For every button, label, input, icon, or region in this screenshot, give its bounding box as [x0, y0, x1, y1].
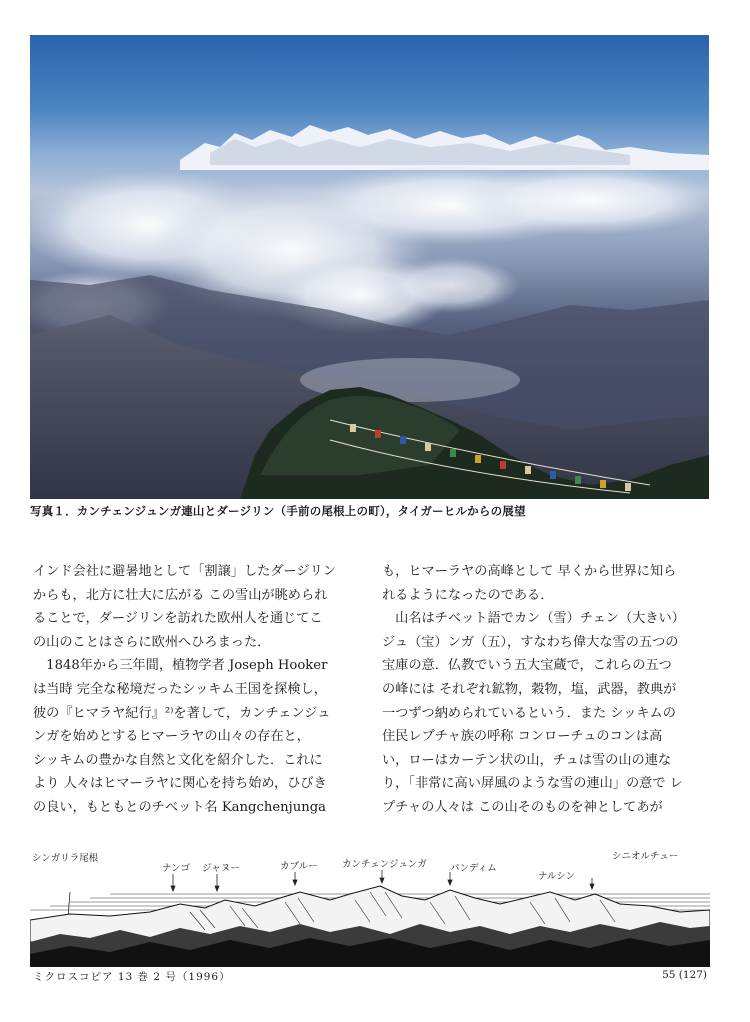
- left-column: [33, 560, 359, 820]
- label-nango: ナンゴ: [162, 863, 191, 874]
- label-narsing: ナルシン: [538, 871, 576, 882]
- text-line: り，「非常に高い屏風のような雪の連山」の意で レ: [382, 776, 683, 792]
- right-column: [382, 560, 708, 820]
- footer-page-number: 55 (127): [662, 969, 707, 981]
- text-line: 彼の『ヒマラヤ紀行』²⁾を著して，カンチェンジュ: [33, 705, 331, 721]
- footer-journal: ミクロスコピア 13 巻 2 号（1996）: [33, 971, 231, 983]
- mountain-panorama-sketch: [30, 842, 710, 967]
- text-line: からも，北方に壮大に広がる この雪山が眺められ: [33, 587, 328, 603]
- photo-caption: 写真１．カンチェンジュンガ連山とダージリン（手前の尾根上の町），タイガーヒルからの展望: [30, 504, 526, 518]
- text-line: 住民レプチャ族の呼称 コンローチュのコンは高: [382, 729, 663, 745]
- text-line: シッキムの豊かな自然と文化を紹介した．これに: [33, 752, 323, 768]
- mountain-photo: [30, 35, 709, 499]
- text-line: インド会社に避暑地として「割譲」したダージリン: [33, 564, 337, 579]
- text-line: の良い，もともとのチベット名 Kangchenjunga: [33, 799, 327, 815]
- text-line: 宝庫の意．仏教でいう五大宝蔵で，これらの五つ: [382, 658, 672, 674]
- text-line: より 人々はヒマーラヤに関心を持ち始め，ひびき: [33, 776, 327, 792]
- sketch-drawing: [30, 842, 710, 967]
- text-line: い，ローはカーテン状の山，チュは雪の山の連な: [382, 752, 672, 768]
- label-janu: ジャヌー: [202, 863, 240, 874]
- text-line: プチャの人々は この山そのものを神としてあが: [382, 799, 663, 815]
- text-line: ンガを始めとするヒマーラヤの山々の存在と，: [33, 729, 310, 745]
- text-line: の山のことはさらに欧州へひろまった．: [33, 634, 271, 650]
- label-kabru: カブルー: [280, 861, 318, 872]
- label-siniolchu: シニオルチュー: [612, 851, 679, 862]
- label-singalila: シンガリラ尾根: [32, 853, 99, 864]
- label-kangchenjunga: カンチェンジュンガ: [342, 859, 427, 870]
- text-line: は当時 完全な秘境だったシッキム王国を探検し，: [33, 681, 327, 697]
- text-line: も，ヒマーラヤの高峰として 早くから世界に知ら: [382, 564, 677, 579]
- text-line: れるようになったのである．: [382, 587, 554, 603]
- text-line: 山名はチベット語でカン（雪）チェン（大きい）: [382, 611, 685, 627]
- photo-illustration: [30, 35, 709, 499]
- text-line: ることで，ダージリンを訪れた欧州人を通じてこ: [33, 611, 323, 627]
- text-line: 1848年から三年間，植物学者 Joseph Hooker: [33, 658, 328, 674]
- text-line: の峰には それぞれ鉱物，穀物，塩，武器，教典が: [382, 681, 677, 697]
- label-pandim: パンディム: [450, 863, 497, 874]
- text-line: 一つずつ納められているという．また シッキムの: [382, 705, 676, 721]
- text-line: ジュ（宝）ンガ（五），すなわち偉大な雪の五つの: [382, 634, 679, 650]
